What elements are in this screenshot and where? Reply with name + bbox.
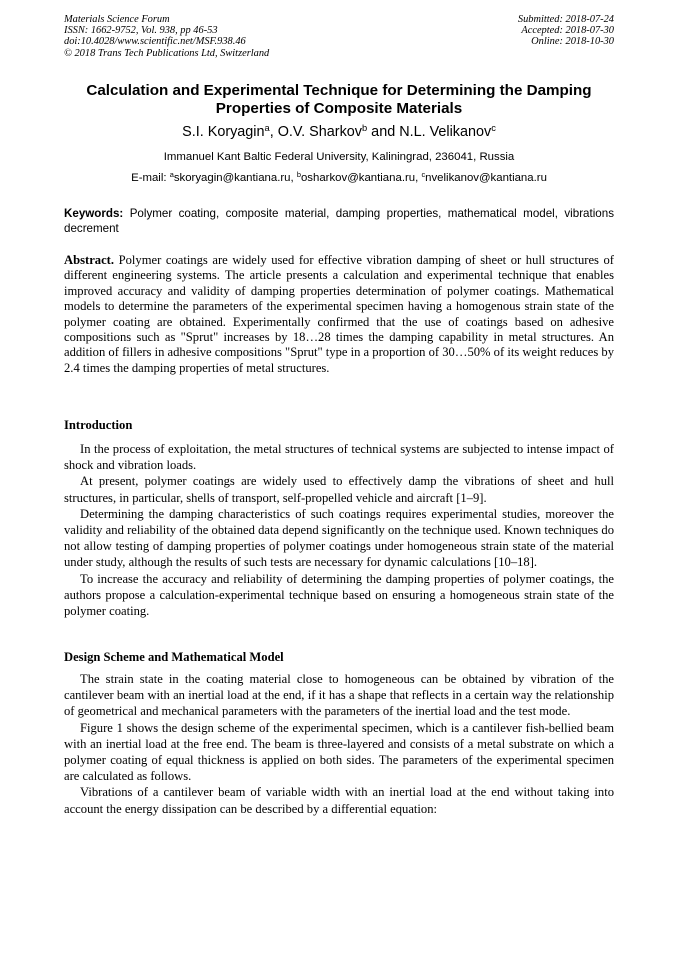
author-3: N.L. Velikanov [399,124,492,140]
publication-dates [518,14,614,48]
author-2: O.V. Sharkov [277,124,362,140]
doi-line: doi:10.4028/www.scientific.net/MSF.938.46 [64,36,246,48]
keywords-text: Polymer coating, composite material, damping properties, mathematical model, vibrations decrement [64,207,614,236]
author-1: S.I. Koryagin [182,124,265,140]
paragraph: The strain state in the coating material close to homogeneous can be obtained by vibration of the cantilever beam with an inertial load at the end, if it has a shape that reflects in a certain way the relationship of geometrical and mechanical parameters with the parameters of the inertial load and the test mode. [64,672,614,719]
journal-name: Materials Science Forum [64,14,170,25]
keywords [64,206,614,236]
email-3-link[interactable]: nvelikanov@kantiana.ru [425,172,547,184]
email-line [40,171,638,185]
introduction-body [64,441,614,619]
paragraph: To increase the accuracy and reliability of determining the damping properties of polymer coatings, the authors propose a calculation-experimental technique based on ensuring a homogeneous strain state of the polymer coating. [64,571,614,619]
email-1-mark: a [169,169,174,179]
author-3-mark: c [491,122,496,133]
email-label: E-mail: [131,172,170,184]
paragraph: In the process of exploitation, the metal structures of technical systems are subjected to intense impact of shock and vibration loads. [64,442,614,473]
journal-info [64,14,269,59]
abstract-label: Abstract. [64,253,115,267]
email-3-mark: c [421,169,426,179]
design-heading: Design Scheme and Mathematical Model [64,650,284,664]
email-separator: , [290,172,297,184]
paper-title [40,82,638,118]
title-line-2: Properties of Composite Materials [215,100,463,117]
online-date: Online: 2018-10-30 [531,36,614,48]
keywords-label: Keywords: [64,207,124,220]
accepted-date: Accepted: 2018-07-30 [521,25,614,37]
email-separator: , [415,172,422,184]
author-2-mark: b [361,122,368,133]
abstract [64,253,614,376]
title-line-1: Calculation and Experimental Technique for Determining the Damping [86,82,592,99]
email-2-mark: b [296,169,301,179]
email-1-link[interactable]: skoryagin@kantiana.ru [173,172,291,184]
author-list [40,123,638,141]
email-2-link[interactable]: osharkov@kantiana.ru [300,172,416,184]
paragraph: Figure 1 shows the design scheme of the experimental specimen, which is a cantilever fish-bellied beam with an inertial load at the free end. The beam is three-layered and consists of a metal substrate on which a polymer coating of equal thickness is applied on both sides. The parameters of the experimental specimen are calculated as follows. [64,720,614,784]
affiliation: Immanuel Kant Baltic Federal University, Kaliningrad, 236041, Russia [163,151,515,163]
paragraph: Determining the damping characteristics of such coatings requires experimental studies, moreover the validity and reliability of the obtained data depend significantly on the technique used. Known techniques do not allow testing of damping properties of polymer coatings under homogeneous strain state of the material under study, although the results of such tests are necessary for dynamic calculations [10–18]. [64,506,614,570]
author-1-mark: a [264,122,270,133]
paragraph: At present, polymer coatings are widely used to effectively damp the vibrations of sheet and hull structures, in particular, shells of transport, self-propelled vehicle and aircraft [1–9]. [64,474,614,505]
abstract-text: Polymer coatings are widely used for effective vibration damping of sheet or hull structures of different engineering systems. The article presents a calculation and experimental technique that enables improved accuracy and validity of damping properties determination of polymer coatings. Mathematical models to determine the parameters of the experimental specimen having a homogenous strain state of the polymer coating are obtained. Experimentally confirmed that the use of coatings based on adhesive compositions such as "Sprut" increases by 18…28 times the damping capability in metal structures. An addition of fillers in adhesive compositions "Sprut" type in a proportion of 30…50% of its weight reduces by 2.4 times the damping properties of metal structures. [64,253,614,375]
author-separator: and [367,124,400,140]
copyright-line: © 2018 Trans Tech Publications Ltd, Switzerland [64,47,270,59]
design-body [64,671,614,817]
submitted-date: Submitted: 2018-07-24 [517,14,614,25]
paragraph: Vibrations of a cantilever beam of variable width with an inertial load at the end without taking into account the energy dissipation can be described by a differential equation: [64,785,614,816]
introduction-heading: Introduction [64,418,133,432]
author-separator: , [269,124,278,140]
issn-line: ISSN: 1662-9752, Vol. 938, pp 46-53 [64,25,218,37]
